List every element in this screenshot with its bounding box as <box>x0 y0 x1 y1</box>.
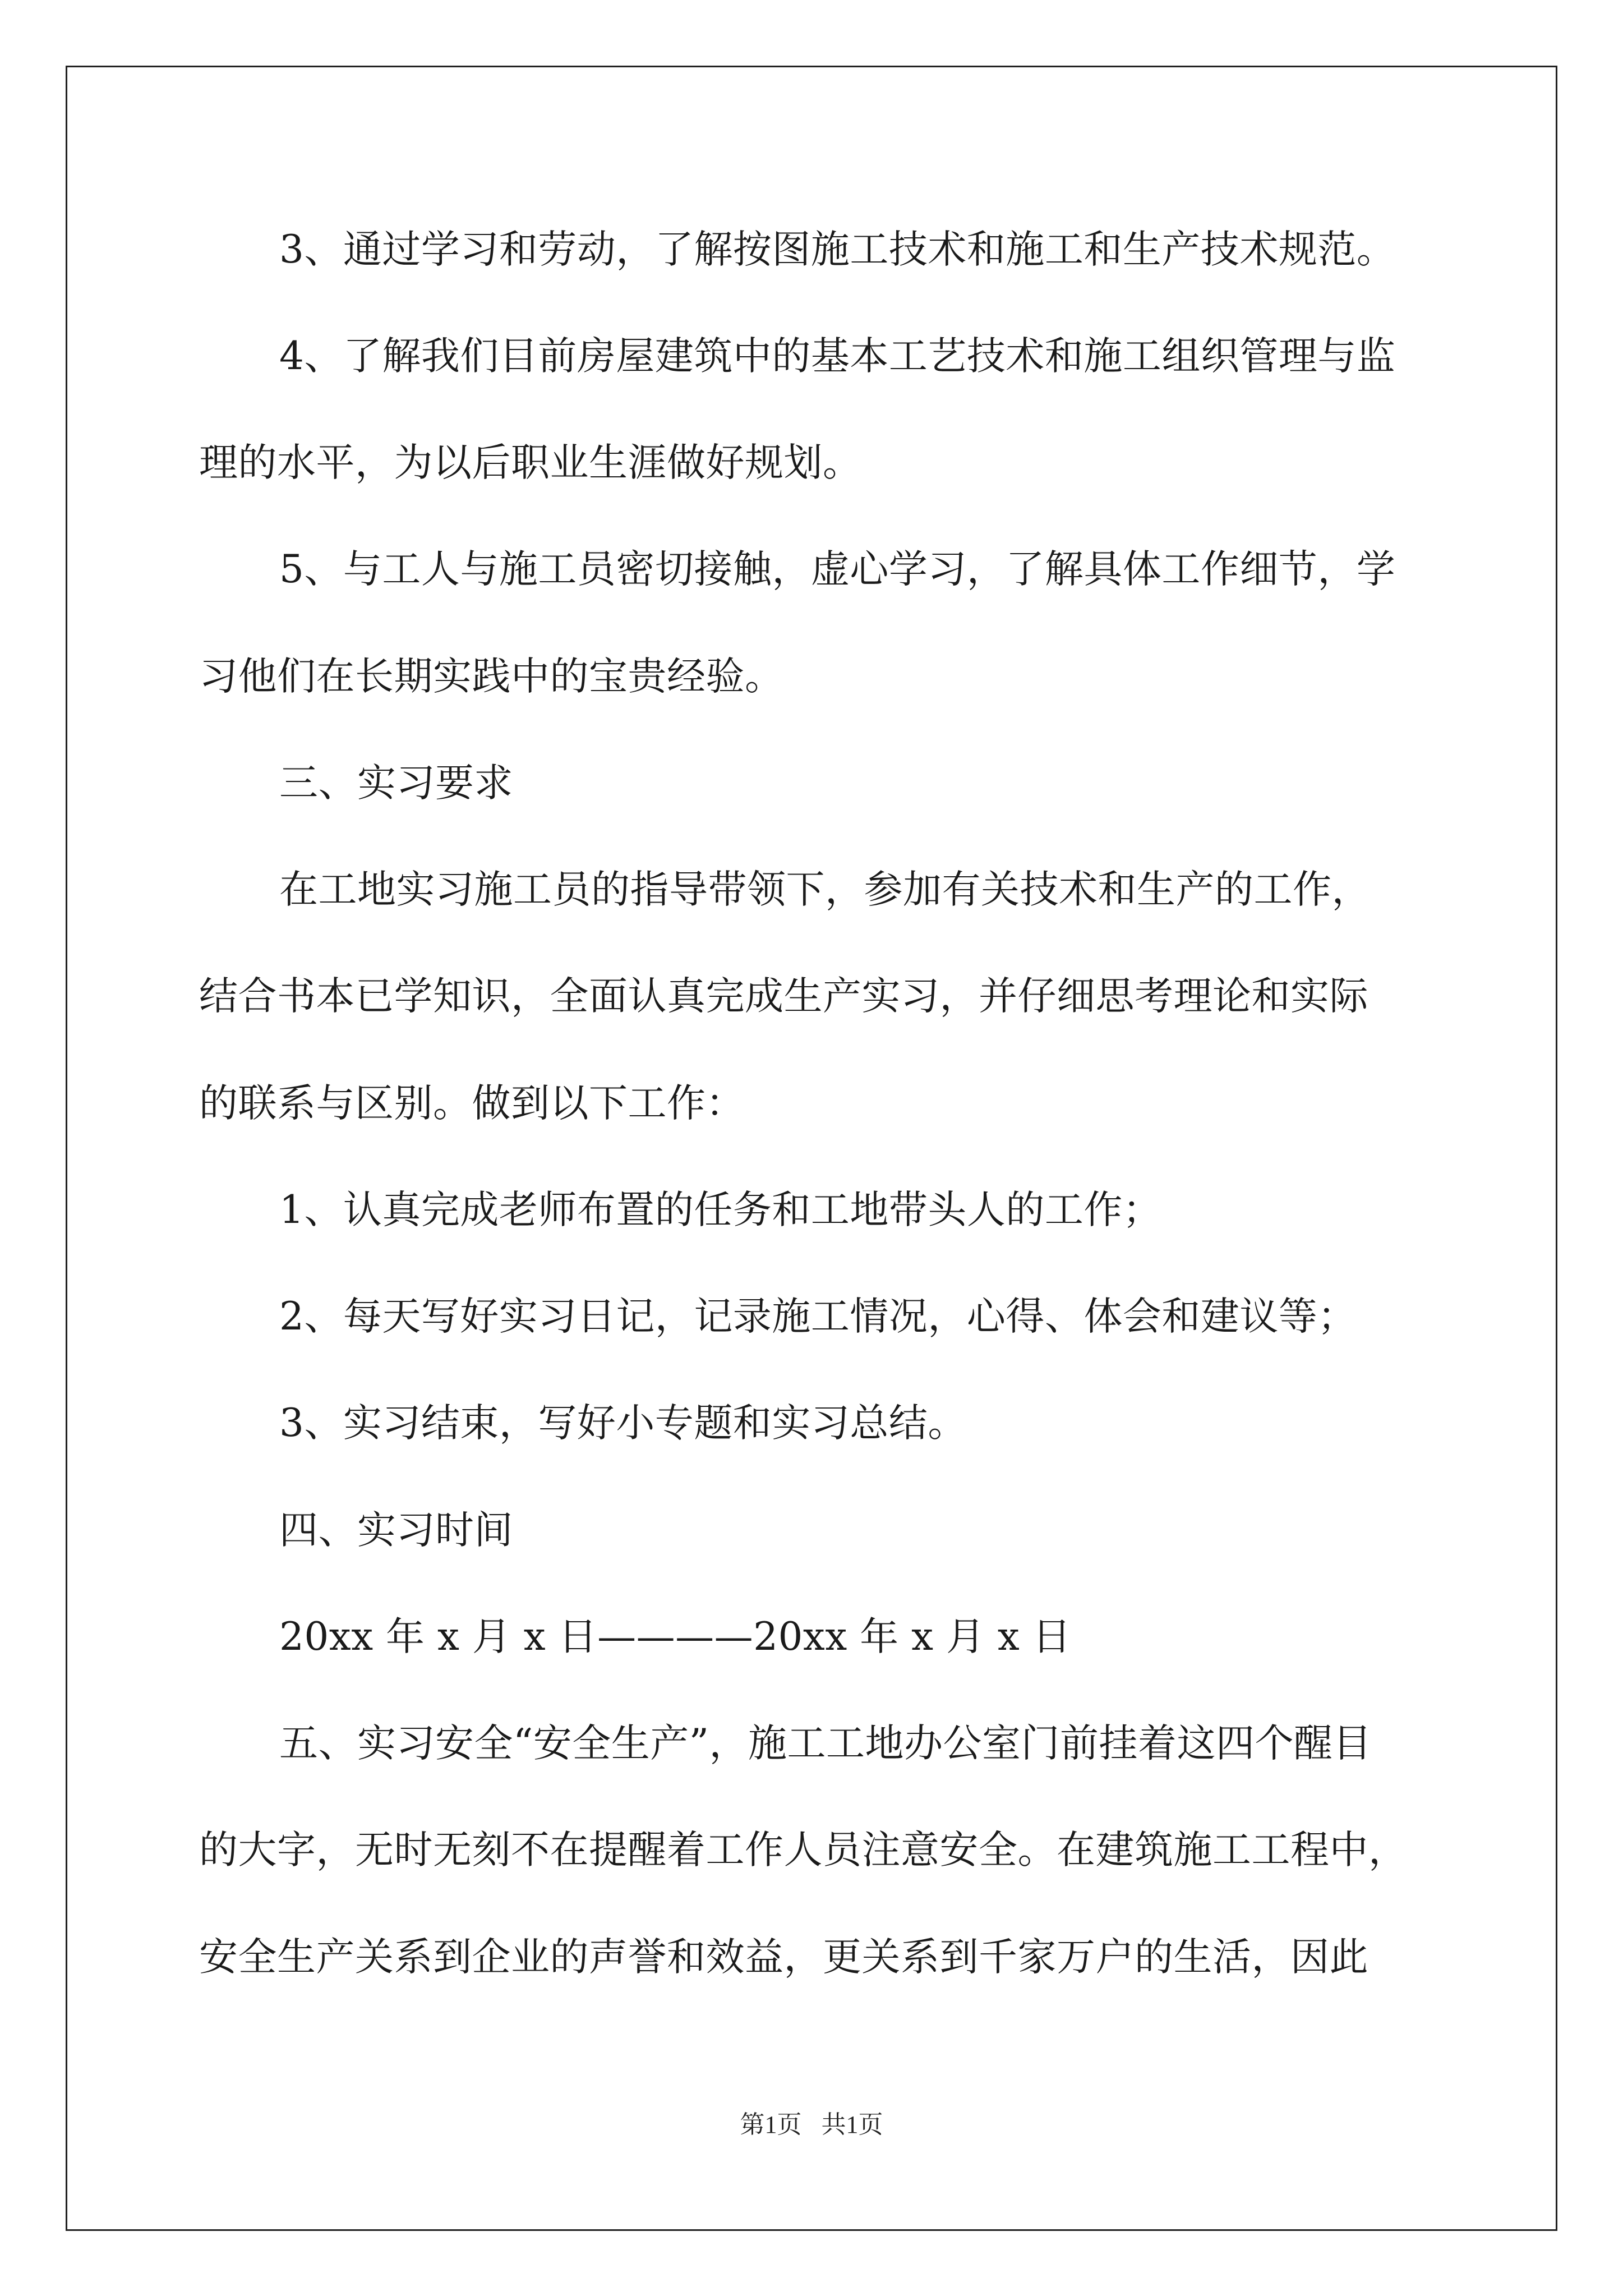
text-line: 五、实习安全“安全生产”，施工工地办公室门前挂着这四个醒目 <box>279 1721 1372 1766</box>
section-heading: 四、实习时间 <box>279 1508 513 1553</box>
section-heading: 三、实习要求 <box>279 761 513 806</box>
text-line: 20xx 年 x 月 x 日————20xx 年 x 月 x 日 <box>279 1614 1072 1659</box>
page-number: 第1页 <box>740 2111 802 2138</box>
text-line: 4、了解我们目前房屋建筑中的基本工艺技术和施工组织管理与监 <box>279 334 1396 379</box>
text-line: 在工地实习施工员的指导带领下，参加有关技术和生产的工作， <box>279 867 1371 912</box>
page-footer <box>0 2109 1623 2141</box>
text-line: 5、与工人与施工员密切接触，虚心学习，了解具体工作细节，学 <box>279 547 1396 592</box>
text-line: 理的水平，为以后职业生涯做好规划。 <box>199 440 862 485</box>
page-total: 共1页 <box>821 2111 883 2138</box>
text-line: 的大字，无时无刻不在提醒着工作人员注意安全。在建筑施工工程中， <box>199 1828 1408 1872</box>
text-line: 3、通过学习和劳动，了解按图施工技术和施工和生产技术规范。 <box>279 227 1396 272</box>
text-line: 安全生产关系到企业的声誉和效益，更关系到千家万户的生活，因此 <box>199 1935 1368 1980</box>
text-line: 1、认真完成老师布置的任务和工地带头人的工作； <box>279 1188 1162 1232</box>
text-line: 结合书本已学知识，全面认真完成生产实习，并仔细思考理论和实际 <box>199 974 1368 1019</box>
text-line: 的联系与区别。做到以下工作： <box>199 1081 745 1126</box>
text-line: 2、每天写好实习日记，记录施工情况，心得、体会和建议等； <box>279 1294 1357 1339</box>
page-border <box>66 66 1557 2231</box>
text-line: 3、实习结束，写好小专题和实习总结。 <box>279 1401 967 1446</box>
text-line: 习他们在长期实践中的宝贵经验。 <box>199 654 784 699</box>
